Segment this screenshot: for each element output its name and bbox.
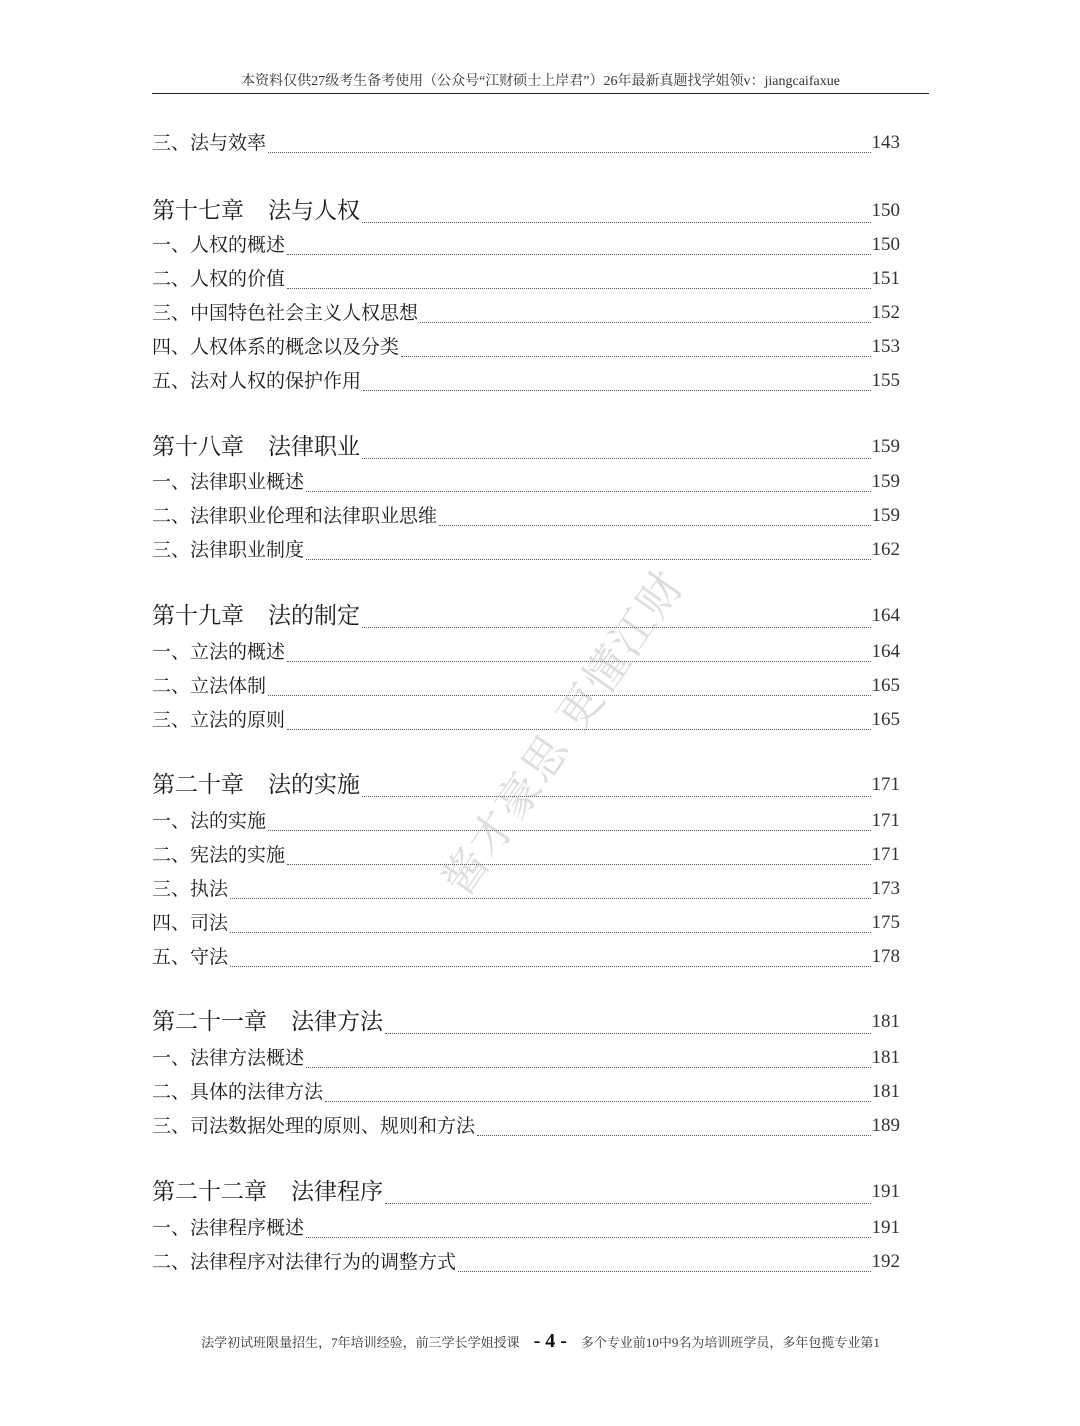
toc-chapter-entry[interactable] — [152, 1175, 900, 1209]
toc-page-number: 151 — [871, 268, 900, 289]
toc-chapter-entry[interactable] — [152, 194, 900, 228]
toc-page-number: 191 — [871, 1217, 900, 1238]
toc-page-number: 164 — [871, 641, 900, 662]
toc-page-number: 171 — [871, 774, 900, 795]
toc-page-number: 159 — [871, 471, 900, 492]
footer-left-text: 法学初试班限量招生，7年培训经验，前三学长学姐授课 — [201, 1334, 520, 1350]
toc-page-number: 152 — [871, 302, 900, 323]
dot-leader — [287, 661, 870, 662]
toc-page-number: 143 — [871, 132, 900, 153]
toc-entry-label: 三、立法的原则 — [152, 709, 286, 731]
toc-chapter-title: 法的制定 — [268, 603, 360, 629]
dot-leader — [325, 1101, 870, 1102]
toc-chapter-title: 法律职业 — [268, 434, 360, 460]
dot-leader — [401, 356, 870, 357]
footer-right-text: 多个专业前10中9名为培训班学员，多年包揽专业第1 — [580, 1334, 880, 1350]
toc-entry-label: 二、法律职业伦理和法律职业思维 — [152, 505, 438, 527]
toc-section-entry[interactable] — [152, 671, 900, 701]
toc-page-number: 181 — [871, 1011, 900, 1032]
dot-leader — [287, 729, 870, 730]
toc-section-entry[interactable] — [152, 1077, 900, 1107]
dot-leader — [420, 322, 870, 323]
toc-entry-label: 第十七章 — [152, 198, 244, 224]
dot-leader — [287, 254, 870, 255]
toc-page-number: 171 — [871, 844, 900, 865]
toc-section-entry[interactable] — [152, 874, 900, 904]
dot-leader — [385, 1033, 871, 1034]
page-footer — [152, 1326, 929, 1356]
header-divider — [152, 93, 929, 94]
toc-chapter-entry[interactable] — [152, 599, 900, 633]
page-header: 本资料仅供27级考生备考使用（公众号“江财硕士上岸君”）26年最新真题找学姐领v：jiangcaifaxue — [241, 74, 840, 89]
toc-entry-label: 二、宪法的实施 — [152, 844, 286, 866]
toc-section-entry[interactable] — [152, 705, 900, 735]
toc-page-number: 178 — [871, 946, 900, 967]
toc-entry-label: 第二十一章 — [152, 1009, 267, 1035]
toc-section-entry[interactable] — [152, 806, 900, 836]
toc-page-number: 150 — [871, 200, 900, 221]
toc-entry-label: 一、法律程序概述 — [152, 1217, 305, 1239]
toc-page-number: 173 — [871, 878, 900, 899]
dot-leader — [268, 695, 870, 696]
toc-page-number: 164 — [871, 605, 900, 626]
dot-leader — [230, 898, 870, 899]
dot-leader — [268, 152, 870, 153]
toc-chapter-title: 法的实施 — [268, 772, 360, 798]
toc-section-entry[interactable] — [152, 1043, 900, 1073]
toc-entry-label: 一、法律职业概述 — [152, 471, 305, 493]
toc-chapter-entry[interactable] — [152, 430, 900, 464]
dot-leader — [362, 222, 871, 223]
toc-page-number: 165 — [871, 675, 900, 696]
toc-chapter-title: 法与人权 — [268, 198, 360, 224]
toc-section-entry[interactable] — [152, 128, 900, 158]
toc-section-entry[interactable] — [152, 840, 900, 870]
toc-section-entry[interactable] — [152, 1213, 900, 1243]
dot-leader — [306, 1237, 870, 1238]
toc-section-entry[interactable] — [152, 467, 900, 497]
watermark: 酱才豪思 更懂江财 — [432, 560, 695, 905]
toc-entry-label: 二、人权的价值 — [152, 268, 286, 290]
toc-page-number: 165 — [871, 709, 900, 730]
toc-chapter-entry[interactable] — [152, 768, 900, 802]
toc-section-entry[interactable] — [152, 230, 900, 260]
dot-leader — [306, 1067, 870, 1068]
dot-leader — [385, 1203, 871, 1204]
dot-leader — [363, 390, 870, 391]
toc-section-entry[interactable] — [152, 1247, 900, 1277]
toc-entry-label: 五、法对人权的保护作用 — [152, 370, 362, 392]
toc-section-entry[interactable] — [152, 637, 900, 667]
dot-leader — [477, 1135, 870, 1136]
toc-entry-label: 第二十章 — [152, 772, 244, 798]
toc-entry-label: 四、司法 — [152, 912, 229, 934]
toc-section-entry[interactable] — [152, 264, 900, 294]
toc-entry-label: 第十八章 — [152, 434, 244, 460]
toc-entry-label: 三、司法数据处理的原则、规则和方法 — [152, 1115, 476, 1137]
dot-leader — [458, 1271, 870, 1272]
toc-chapter-entry[interactable] — [152, 1005, 900, 1039]
toc-entry-label: 三、法与效率 — [152, 132, 267, 154]
toc-page-number: 159 — [871, 436, 900, 457]
dot-leader — [306, 491, 870, 492]
toc-chapter-title: 法律方法 — [291, 1009, 383, 1035]
toc-section-entry[interactable] — [152, 332, 900, 362]
toc-page-number: 150 — [871, 234, 900, 255]
dot-leader — [230, 932, 870, 933]
toc-entry-label: 三、法律职业制度 — [152, 539, 305, 561]
toc-entry-label: 二、具体的法律方法 — [152, 1081, 324, 1103]
toc-page-number: 189 — [871, 1115, 900, 1136]
toc-section-entry[interactable] — [152, 535, 900, 565]
toc-section-entry[interactable] — [152, 501, 900, 531]
dot-leader — [230, 966, 870, 967]
toc-entry-label: 第十九章 — [152, 603, 244, 629]
toc-page-number: 162 — [871, 539, 900, 560]
toc-entry-label: 四、人权体系的概念以及分类 — [152, 336, 400, 358]
toc-page-number: 181 — [871, 1047, 900, 1068]
toc-entry-label: 三、执法 — [152, 878, 229, 900]
dot-leader — [439, 525, 870, 526]
toc-page-number: 171 — [871, 810, 900, 831]
page-number: - 4 - — [533, 1329, 567, 1352]
toc-chapter-title: 法律程序 — [291, 1179, 383, 1205]
dot-leader — [362, 796, 871, 797]
toc-entry-label: 一、立法的概述 — [152, 641, 286, 663]
toc-entry-label: 二、法律程序对法律行为的调整方式 — [152, 1251, 457, 1273]
toc-section-entry[interactable] — [152, 942, 900, 972]
toc-section-entry[interactable] — [152, 298, 900, 328]
dot-leader — [362, 458, 871, 459]
dot-leader — [362, 627, 871, 628]
toc-section-entry[interactable] — [152, 366, 900, 396]
dot-leader — [287, 864, 870, 865]
toc-page-number: 153 — [871, 336, 900, 357]
toc-section-entry[interactable] — [152, 908, 900, 938]
toc-entry-label: 二、立法体制 — [152, 675, 267, 697]
toc-entry-label: 五、守法 — [152, 946, 229, 968]
toc-page-number: 175 — [871, 912, 900, 933]
toc-entry-label: 第二十二章 — [152, 1179, 267, 1205]
toc-page-number: 181 — [871, 1081, 900, 1102]
toc-entry-label: 三、中国特色社会主义人权思想 — [152, 302, 419, 324]
dot-leader — [306, 559, 870, 560]
toc-page-number: 192 — [871, 1251, 900, 1272]
dot-leader — [287, 288, 870, 289]
toc-page-number: 159 — [871, 505, 900, 526]
dot-leader — [268, 830, 870, 831]
toc-entry-label: 一、人权的概述 — [152, 234, 286, 256]
toc-page-number: 191 — [871, 1181, 900, 1202]
toc-page-number: 155 — [871, 370, 900, 391]
toc-section-entry[interactable] — [152, 1111, 900, 1141]
toc-entry-label: 一、法律方法概述 — [152, 1047, 305, 1069]
toc-entry-label: 一、法的实施 — [152, 810, 267, 832]
